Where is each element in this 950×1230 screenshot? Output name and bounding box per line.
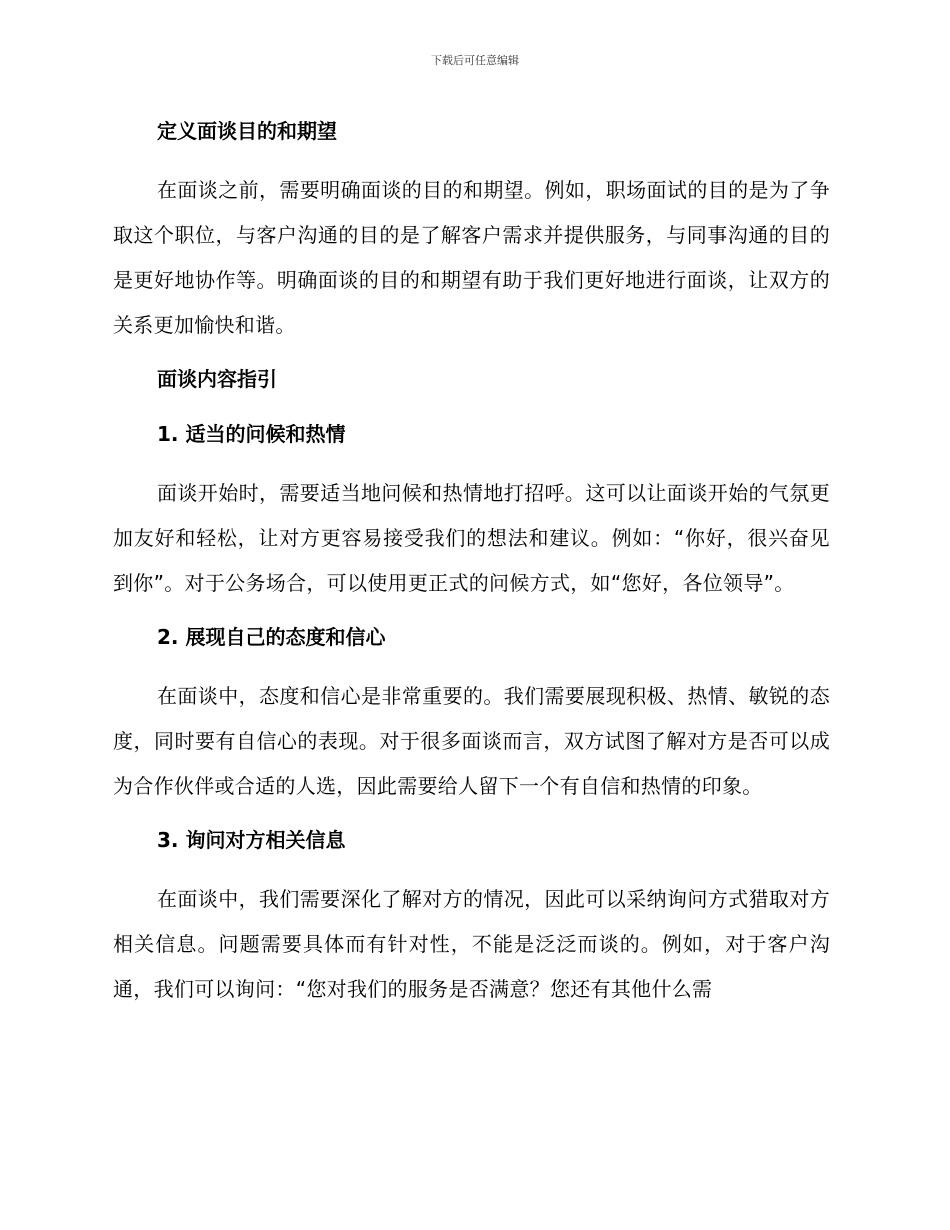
section-paragraph-attitude: 在面谈中，态度和信心是非常重要的。我们需要展现积极、热情、敏锐的态度，同时要有自信心的表现。对于很多面谈而言，双方试图了解对方是否可以成为合作伙伴或合适的人选，因此需要给人留下一个有自信和热情的印象。 <box>113 684 830 798</box>
section-heading-content-guide: 面谈内容指引 <box>157 367 277 391</box>
page-header: 下载后可任意编辑 <box>431 54 519 67</box>
section-heading-purpose: 定义面谈目的和期望 <box>157 119 337 143</box>
section-paragraph-greeting: 面谈开始时，需要适当地问候和热情地打招呼。这可以让面谈开始的气氛更加友好和轻松，让对方更容易接受我们的想法和建议。例如：“你好，很兴奋见到你”。对于公务场合，可以使用更正式的问候方式，如“您好，各位领导”。 <box>113 481 830 595</box>
section-paragraph-inquiry: 在面谈中，我们需要深化了解对方的情况，因此可以采纳询问方式猎取对方相关信息。问题需要具体而有针对性，不能是泛泛而谈的。例如，对于客户沟通，我们可以询问：“您对我们的服务是否满意？您还有其他什么需 <box>113 887 830 1001</box>
document-body <box>113 113 830 1012</box>
section-heading-attitude: 2. 展现自己的态度和信心 <box>157 625 386 649</box>
section-heading-inquiry: 3. 询问对方相关信息 <box>157 828 346 852</box>
section-paragraph-purpose: 在面谈之前，需要明确面谈的目的和期望。例如，职场面试的目的是为了争取这个职位，与客户沟通的目的是了解客户需求并提供服务，与同事沟通的目的是更好地协作等。明确面谈的目的和期望有助于我们更好地进行面谈，让双方的关系更加愉快和谐。 <box>113 178 830 337</box>
section-heading-greeting: 1. 适当的问候和热情 <box>157 422 346 446</box>
